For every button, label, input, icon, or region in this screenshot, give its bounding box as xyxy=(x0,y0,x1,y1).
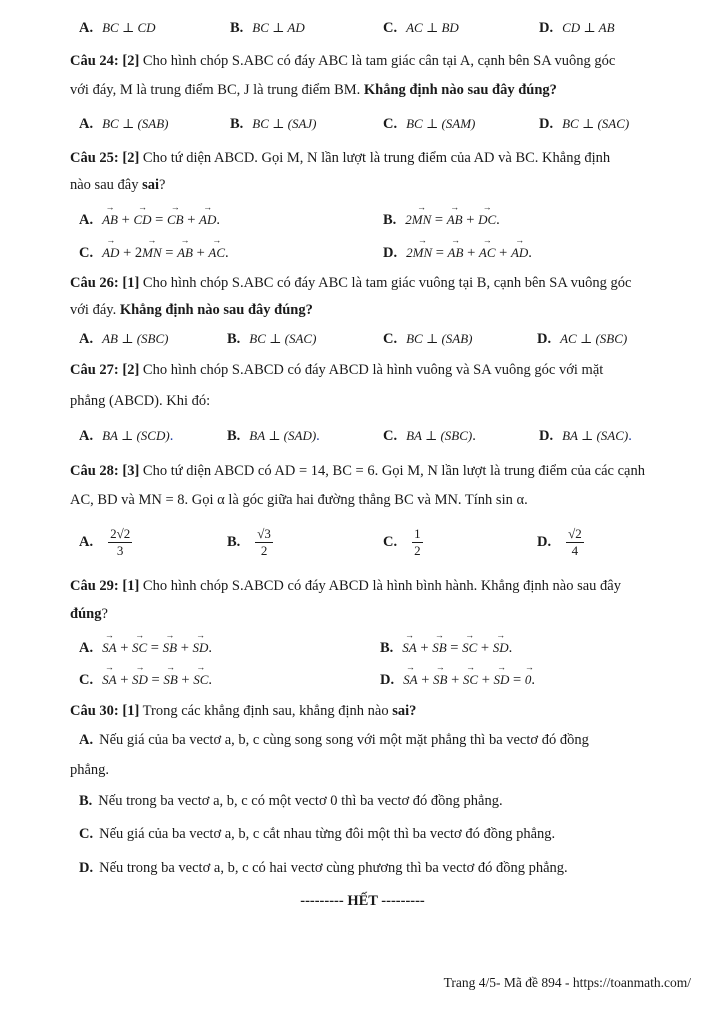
q29-option-a[interactable]: A.→ SA + → SC = → SB + → SD. xyxy=(79,637,212,657)
q25-option-c[interactable]: C.→ AD + 2→ MN = → AB + → AC. xyxy=(79,242,229,262)
q25-option-b[interactable]: B. 2→ MN = → AB + → DC. xyxy=(383,209,500,229)
q23-option-b[interactable]: B. BC ⊥ AD xyxy=(230,20,305,36)
q28-stem-line2: AC, BD và MN = 8. Gọi α là góc giữa hai đường thẳng BC và MN. Tính sin α. xyxy=(70,492,528,508)
q26-option-a[interactable]: A. AB ⊥ (SBC) xyxy=(79,331,169,347)
q28-option-a[interactable]: A. $\frac{2√2}{3}$ xyxy=(79,526,131,558)
q27-option-a[interactable]: A. BA ⊥ (SCD). xyxy=(79,428,174,444)
q25-stem: Câu 25: [2] Cho tứ diện ABCD. Gọi M, N lần lượt là trung điểm của AD và BC. Khẳng định xyxy=(70,150,611,166)
q23-option-a[interactable]: A. BC ⊥ CD xyxy=(79,20,156,36)
q29-stem-line2: đúng? xyxy=(70,606,108,622)
q30-stem: Câu 30: [1] Trong các khẳng định sau, khẳng định nào sai? xyxy=(70,703,417,719)
q24-option-d[interactable]: D. BC ⊥ (SAC) xyxy=(539,116,630,132)
q29-option-d[interactable]: D.→ SA + → SB + → SC + → SD = → 0. xyxy=(380,669,535,689)
q24-option-a[interactable]: A. BC ⊥ (SAB) xyxy=(79,116,169,132)
q25-stem-line2: nào sau đây sai? xyxy=(70,177,166,193)
q29-option-b[interactable]: B.→ SA + → SB = → SC + → SD. xyxy=(380,637,512,657)
q25-option-a[interactable]: A.→ AB + → CD = → CB + → AD. xyxy=(79,209,220,229)
q26-stem: Câu 26: [1] Cho hình chóp S.ABC có đáy ABC là tam giác vuông tại B, cạnh bên SA vuông góc xyxy=(70,275,632,291)
q27-stem-line2: phẳng (ABCD). Khi đó: xyxy=(70,393,211,409)
q24-stem: Câu 24: [2] Cho hình chóp S.ABC có đáy ABC là tam giác cân tại A, cạnh bên SA vuông góc xyxy=(70,53,616,69)
q27-stem: Câu 27: [2] Cho hình chóp S.ABCD có đáy ABCD là hình vuông và SA vuông góc với mặt xyxy=(70,362,604,378)
q24-option-c[interactable]: C. BC ⊥ (SAM) xyxy=(383,116,476,132)
q30-option-d[interactable]: D. Nếu trong ba vectơ a, b, c có hai vectơ cùng phương thì ba vectơ đó đồng phẳng. xyxy=(79,860,568,876)
q28-option-b[interactable]: B. $\frac{√3}{2}$ xyxy=(227,526,271,558)
q30-option-a-line2: phẳng. xyxy=(70,762,110,778)
q27-option-b[interactable]: B. BA ⊥ (SAD). xyxy=(227,428,320,444)
q29-option-c[interactable]: C.→ SA + → SD = → SB + → SC. xyxy=(79,669,212,689)
q27-option-d[interactable]: D. BA ⊥ (SAC). xyxy=(539,428,632,444)
page-footer: Trang 4/5- Mã đề 894 - https://toanmath.com/ xyxy=(443,975,691,990)
q30-option-a[interactable]: A. Nếu giá của ba vectơ a, b, c cùng song song với một mặt phẳng thì ba vectơ đó đồng xyxy=(79,732,589,748)
q25-option-d[interactable]: D. 2→ MN = → AB + → AC + → AD. xyxy=(383,242,532,262)
q27-option-c[interactable]: C. BA ⊥ (SBC). xyxy=(383,428,476,444)
q24-stem-line2: với đáy, M là trung điểm BC, J là trung điểm BM. Khẳng định nào sau đây đúng? xyxy=(70,82,557,98)
q29-stem: Câu 29: [1] Cho hình chóp S.ABCD có đáy ABCD là hình bình hành. Khẳng định nào sau đây xyxy=(70,578,621,594)
end-mark: --------- HẾT --------- xyxy=(300,893,425,909)
q23-option-c[interactable]: C. AC ⊥ BD xyxy=(383,20,459,36)
q28-stem: Câu 28: [3] Cho tứ diện ABCD có AD = 14, BC = 6. Gọi M, N lần lượt là trung điểm của các cạnh xyxy=(70,463,645,479)
q26-option-b[interactable]: B. BC ⊥ (SAC) xyxy=(227,331,317,347)
q30-option-c[interactable]: C. Nếu giá của ba vectơ a, b, c cắt nhau từng đôi một thì ba vectơ đó đồng phẳng. xyxy=(79,826,556,842)
q28-option-d[interactable]: D. $\frac{√2}{4}$ xyxy=(537,526,582,558)
q23-option-d[interactable]: D. CD ⊥ AB xyxy=(539,20,615,36)
q26-stem-line2: với đáy. Khẳng định nào sau đây đúng? xyxy=(70,302,313,318)
q28-option-c[interactable]: C. $\frac{1}{2}$ xyxy=(383,526,421,558)
q26-option-d[interactable]: D. AC ⊥ (SBC) xyxy=(537,331,628,347)
q26-option-c[interactable]: C. BC ⊥ (SAB) xyxy=(383,331,473,347)
q30-option-b[interactable]: B. Nếu trong ba vectơ a, b, c có một vectơ 0 thì ba vectơ đó đồng phẳng. xyxy=(79,793,503,809)
q24-option-b[interactable]: B. BC ⊥ (SAJ) xyxy=(230,116,317,132)
